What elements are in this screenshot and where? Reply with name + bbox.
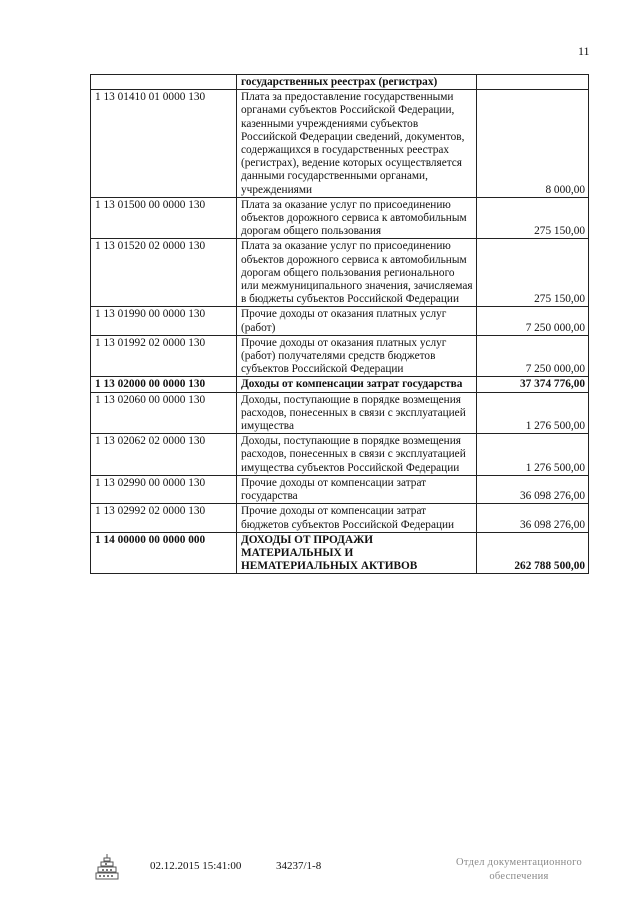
footer-datetime: 02.12.2015 15:41:00: [150, 860, 242, 872]
row-amount-cell: 275 150,00: [477, 239, 589, 307]
row-description-cell: Прочие доходы от оказания платных услуг (работ): [237, 307, 477, 335]
row-code-cell: 1 13 01520 02 0000 130: [91, 239, 237, 307]
row-amount-cell: 7 250 000,00: [477, 335, 589, 377]
row-amount-cell: 275 150,00: [477, 197, 589, 239]
row-description-cell: Плата за оказание услуг по присоединению объектов дорожного сервиса к автомобильным дорогам общего пользования регионального или межмуниципального значения, зачисляемая в бюджеты субъектов Российской Федерации: [237, 239, 477, 307]
emblem-icon: [94, 852, 120, 882]
row-code-cell: 1 13 02000 00 0000 130: [91, 377, 237, 392]
row-code-cell: 1 13 01990 00 0000 130: [91, 307, 237, 335]
row-description-cell: Прочие доходы от оказания платных услуг (работ) получателями средств бюджетов субъектов Российской Федерации: [237, 335, 477, 377]
row-description-cell: Плата за оказание услуг по присоединению объектов дорожного сервиса к автомобильным дорогам общего пользования: [237, 197, 477, 239]
row-code-cell: 1 13 02060 00 0000 130: [91, 392, 237, 434]
row-code-cell: 1 14 00000 00 0000 000: [91, 532, 237, 574]
row-code-cell: [91, 75, 237, 90]
page-number: 11: [578, 44, 590, 58]
table-row: [91, 475, 589, 503]
row-description-cell: ДОХОДЫ ОТ ПРОДАЖИ МАТЕРИАЛЬНЫХ И НЕМАТЕРИАЛЬНЫХ АКТИВОВ: [237, 532, 477, 574]
row-description-cell: Доходы, поступающие в порядке возмещения расходов, понесенных в связи с эксплуатацией имущества: [237, 392, 477, 434]
table-row: [91, 392, 589, 434]
table-row: [91, 434, 589, 476]
footer-doc-number: 34237/1-8: [276, 860, 322, 872]
row-code-cell: 1 13 02990 00 0000 130: [91, 475, 237, 503]
row-code-cell: 1 13 02992 02 0000 130: [91, 504, 237, 532]
department-stamp-line1: Отдел документационного: [455, 857, 583, 868]
budget-table: [90, 74, 589, 574]
budget-table-body: [91, 75, 589, 574]
row-amount-cell: 36 098 276,00: [477, 504, 589, 532]
table-row: [91, 504, 589, 532]
table-row: [91, 197, 589, 239]
row-description-cell: Доходы, поступающие в порядке возмещения расходов, понесенных в связи с эксплуатацией имущества субъектов Российской Федерации: [237, 434, 477, 476]
row-code-cell: 1 13 01500 00 0000 130: [91, 197, 237, 239]
table-row: [91, 532, 589, 574]
department-stamp-line2: обеспечения: [489, 871, 549, 882]
row-amount-cell: 37 374 776,00: [477, 377, 589, 392]
table-row: [91, 90, 589, 198]
row-amount-cell: 262 788 500,00: [477, 532, 589, 574]
row-description-cell: Доходы от компенсации затрат государства: [237, 377, 477, 392]
department-stamp: [444, 856, 594, 884]
row-amount-cell: 8 000,00: [477, 90, 589, 198]
row-description-cell: Прочие доходы от компенсации затрат государства: [237, 475, 477, 503]
row-code-cell: 1 13 01992 02 0000 130: [91, 335, 237, 377]
row-amount-cell: 7 250 000,00: [477, 307, 589, 335]
row-amount-cell: [477, 75, 589, 90]
row-code-cell: 1 13 02062 02 0000 130: [91, 434, 237, 476]
table-row: [91, 239, 589, 307]
row-amount-cell: 1 276 500,00: [477, 392, 589, 434]
row-code-cell: 1 13 01410 01 0000 130: [91, 90, 237, 198]
row-amount-cell: 36 098 276,00: [477, 475, 589, 503]
table-row: [91, 75, 589, 90]
table-row: [91, 307, 589, 335]
row-description-cell: государственных реестрах (регистрах): [237, 75, 477, 90]
table-row: [91, 335, 589, 377]
row-amount-cell: 1 276 500,00: [477, 434, 589, 476]
table-row: [91, 377, 589, 392]
row-description-cell: Плата за предоставление государственными органами субъектов Российской Федерации, казенными учреждениями субъектов Российской Федерации сведений, документов, содержащихся в государственных реестрах (регистрах), ведение которых осуществляется данными государственными органами, учреждениями: [237, 90, 477, 198]
row-description-cell: Прочие доходы от компенсации затрат бюджетов субъектов Российской Федерации: [237, 504, 477, 532]
